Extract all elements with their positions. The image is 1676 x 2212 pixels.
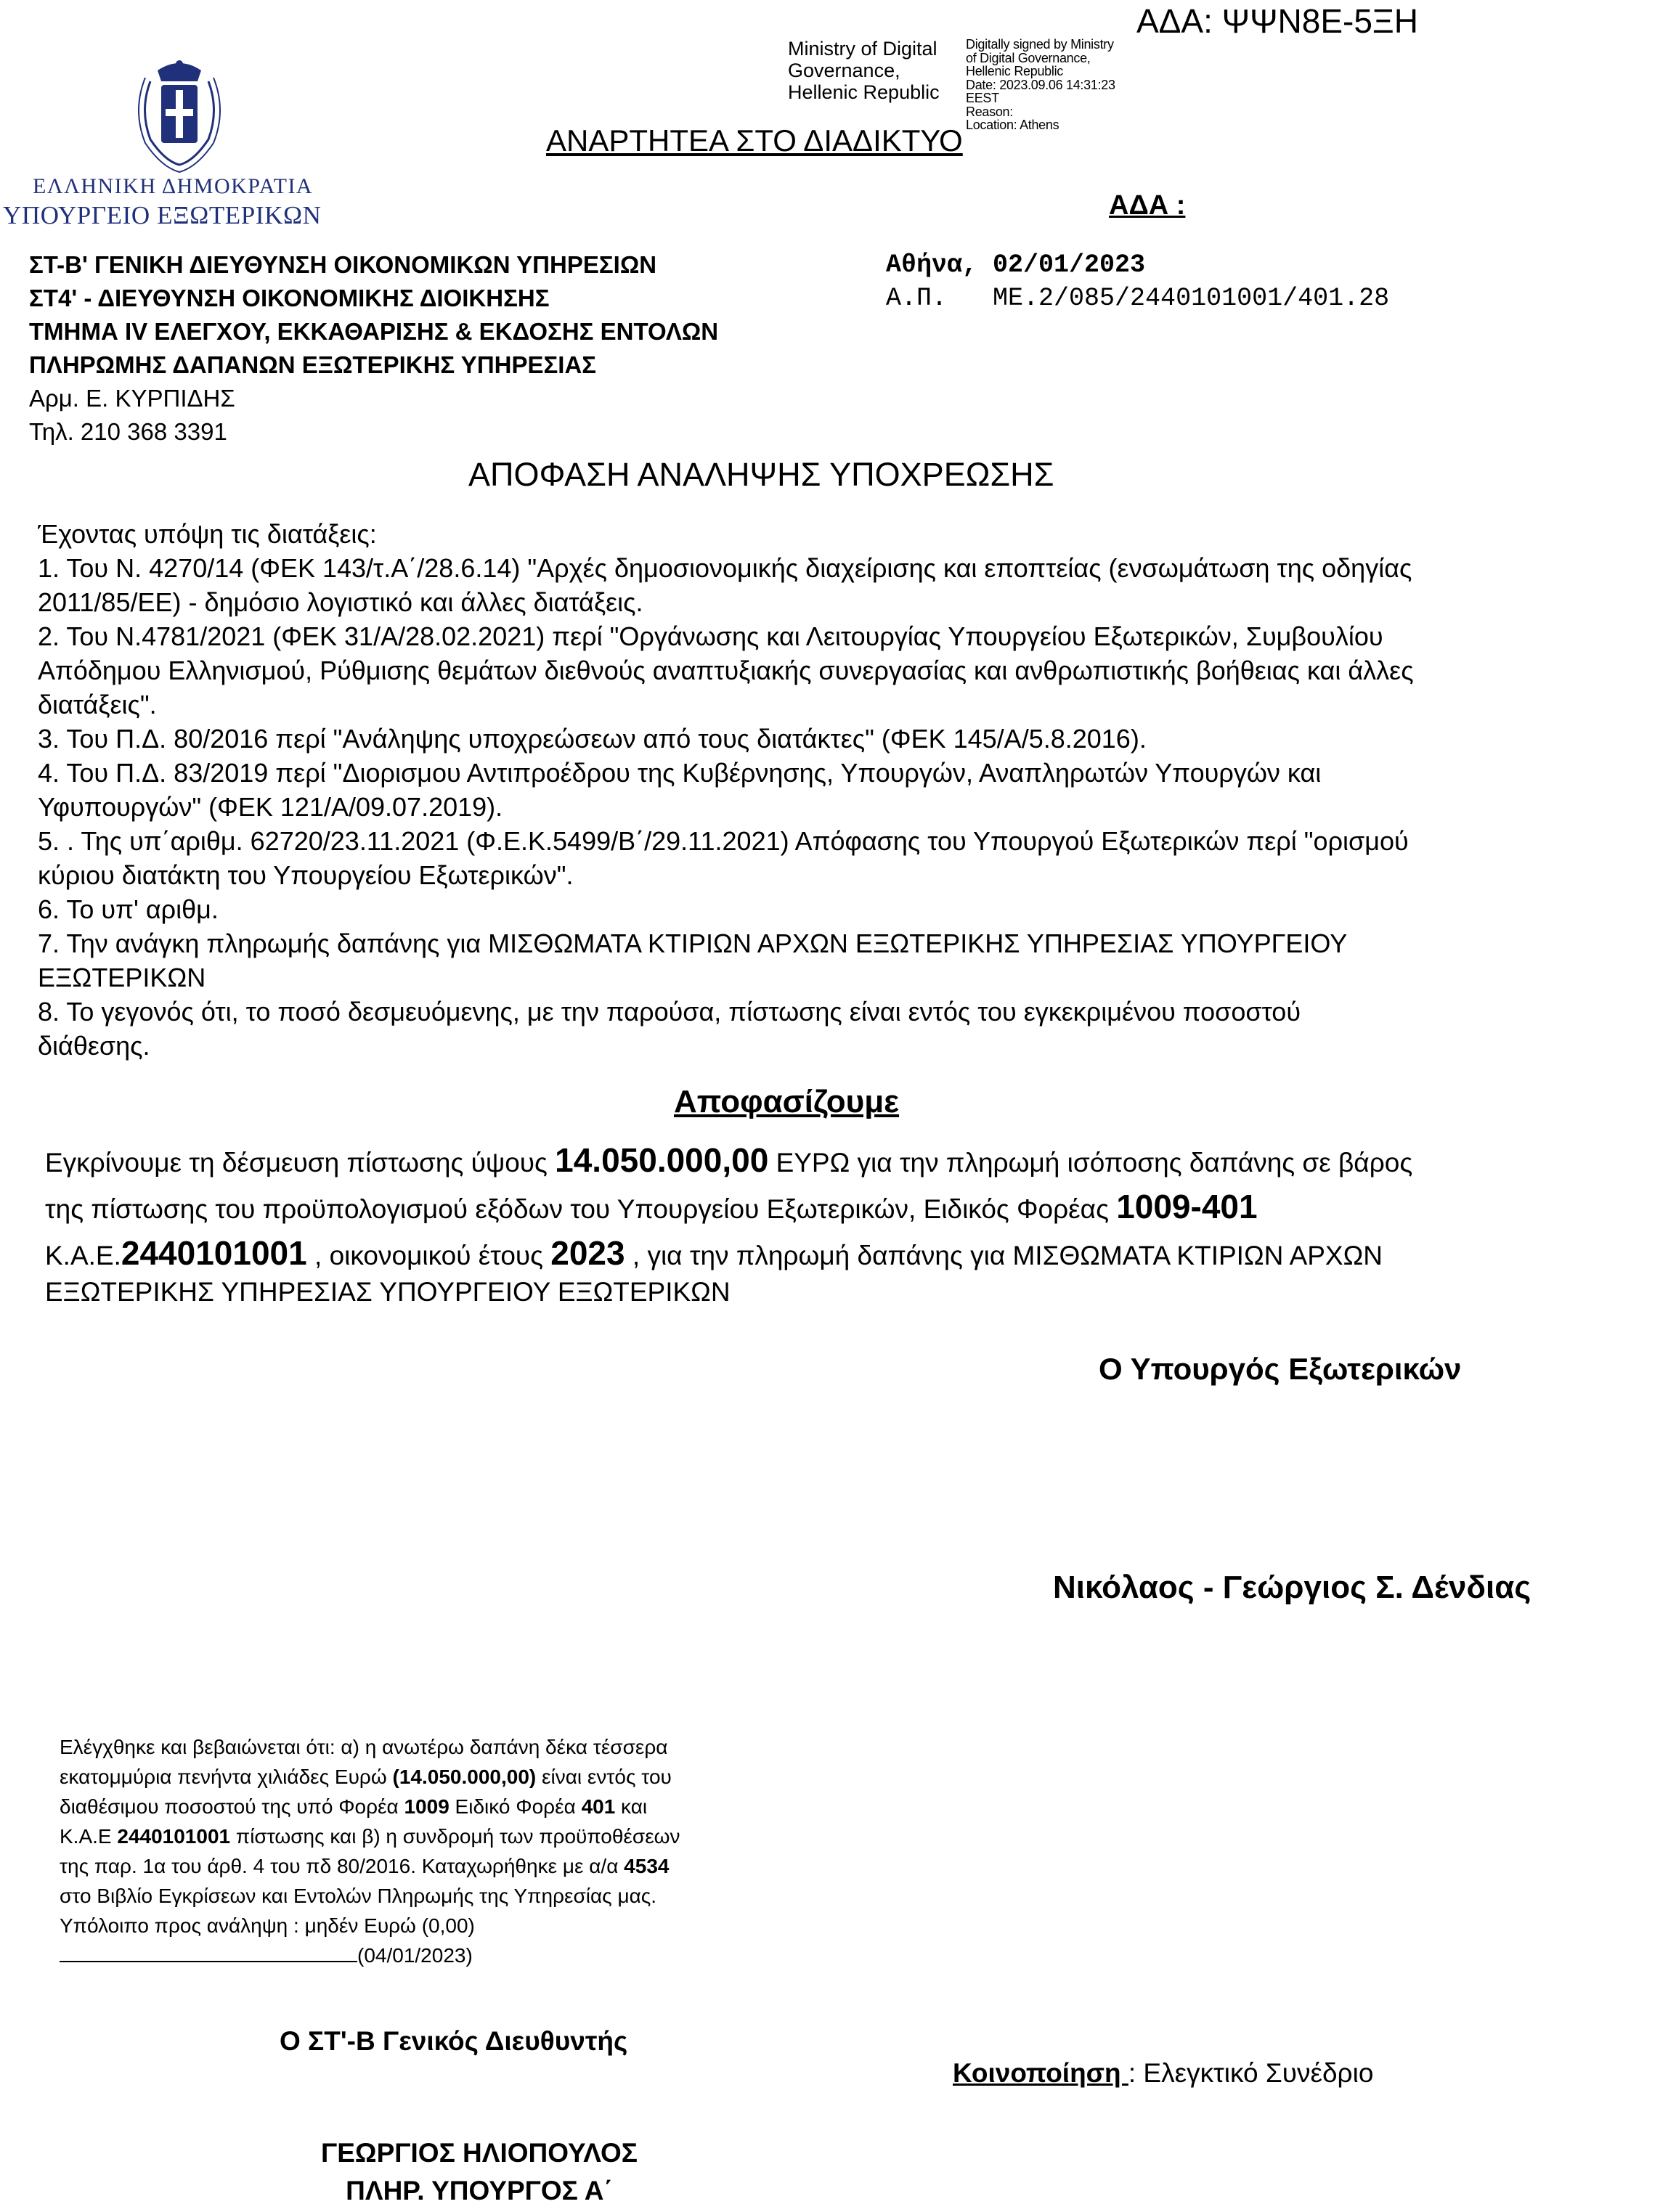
considering-line: διάθεσης.: [38, 1031, 150, 1061]
greek-coat-of-arms-icon: [125, 52, 234, 176]
department-line: ΣΤ4' - ΔΙΕΥΘΥΝΣΗ ΟΙΚΟΝΟΜΙΚΗΣ ΔΙΟΙΚΗΣΗΣ: [29, 285, 550, 311]
minister-name: Νικόλαος - Γεώργιος Σ. Δένδιας: [1053, 1570, 1531, 1605]
considering-line: 3. Του Π.Δ. 80/2016 περί "Ανάληψης υποχρεώσεων από τους διατάκτες" (ΦΕΚ 145/Α/5.8.2016).: [38, 724, 1147, 754]
verification-line: [60, 1940, 680, 1970]
approval-paragraph: [45, 1138, 1412, 1307]
approval-text: Εγκρίνουμε τη δέσμευση πίστωσης ύψους: [45, 1148, 556, 1178]
verification-text: και: [615, 1795, 648, 1818]
considering-line: 2011/85/ΕΕ) - δημόσιο λογιστικό και άλλες διατάξεις.: [38, 587, 643, 617]
signature-line: Reason:: [966, 104, 1013, 119]
verification-text: εκατομμύρια πενήντα χιλιάδες Ευρώ: [60, 1766, 393, 1788]
verification-line: [60, 1821, 680, 1851]
ministry-signature-line: Governance,: [788, 60, 900, 81]
verification-text: είναι εντός του: [536, 1766, 672, 1788]
considering-line: 6. Το υπ' αριθμ.: [38, 894, 219, 924]
department-block: [29, 248, 718, 449]
notification-value: : Ελεγκτικό Συνέδριο: [1128, 2058, 1374, 2088]
digital-signature-block: [966, 38, 1115, 132]
approval-text: Κ.Α.Ε.: [45, 1241, 121, 1270]
approval-line: [45, 1185, 1412, 1231]
considering-line: Υφυπουργών" (ΦΕΚ 121/Α/09.07.2019).: [38, 792, 503, 822]
post-online-heading: ΑΝΑΡΤΗΤΕΑ ΣΤΟ ΔΙΑΔΙΚΤΥΟ: [546, 123, 963, 158]
signature-line: of Digital Governance,: [966, 50, 1091, 65]
special-agency: 1009-401: [1116, 1188, 1258, 1225]
ministry-name: ΥΠΟΥΡΓΕΙΟ ΕΞΩΤΕΡΙΚΩΝ: [3, 201, 322, 229]
department-line: ΤΜΗΜΑ IV ΕΛΕΓΧΟΥ, ΕΚΚΑΘΑΡΙΣΗΣ & ΕΚΔΟΣΗΣ ΕΝΤΟΛΩΝ: [29, 318, 719, 345]
ministry-signature-label: [788, 38, 940, 103]
verification-text: πίστωσης και β) η συνδρομή των προϋποθέσεων: [230, 1825, 680, 1848]
signature-line: Hellenic Republic: [966, 64, 1063, 78]
signature-line: Location: Athens: [966, 118, 1059, 132]
protocol-number: Α.Π. ΜΕ.2/085/2440101001/401.28: [886, 284, 1390, 313]
verification-entry-number: 4534: [624, 1855, 670, 1877]
kae-code: 2440101001: [121, 1234, 307, 1272]
phone: Τηλ. 210 368 3391: [29, 418, 227, 445]
place-date-block: [886, 248, 1389, 315]
verification-amount: (14.050.000,00): [392, 1766, 537, 1788]
verification-block: [60, 1732, 680, 1970]
notification-label: Κοινοποίηση: [953, 2058, 1128, 2088]
place-date: Αθήνα, 02/01/2023: [886, 250, 1146, 279]
considering-line: 8. Το γεγονός ότι, το ποσό δεσμευόμενης, με την παρούσα, πίστωσης είναι εντός του εγκεκριμένου ποσοστού: [38, 997, 1301, 1027]
ministry-signature-line: Ministry of Digital: [788, 38, 937, 60]
officer: Αρμ. Ε. ΚΥΡΠΙΔΗΣ: [29, 385, 235, 412]
verification-text: της παρ. 1α του άρθ. 4 του πδ 80/2016. Καταχωρήθηκε με α/α: [60, 1855, 625, 1877]
approval-text: , οικονομικού έτους: [306, 1241, 551, 1270]
fiscal-year: 2023: [550, 1234, 625, 1272]
verification-line: Υπόλοιπο προς ανάληψη : μηδέν Ευρώ (0,00): [60, 1914, 475, 1937]
considering-list: [38, 517, 1639, 1063]
verification-date: (04/01/2023): [357, 1944, 473, 1967]
general-director-title: Ο ΣΤ'-Β Γενικός Διευθυντής: [280, 2026, 628, 2056]
ada-label: ΑΔΑ :: [1109, 190, 1186, 221]
ada-code-top: ΑΔΑ: ΨΨΝ8Ε-5ΞΗ: [1136, 2, 1419, 40]
department-line: ΣΤ-Β' ΓΕΝΙΚΗ ΔΙΕΥΘΥΝΣΗ ΟΙΚΟΝΟΜΙΚΩΝ ΥΠΗΡΕΣΙΩΝ: [29, 251, 657, 278]
verification-text: διαθέσιμου ποσοστού της υπό Φορέα: [60, 1795, 404, 1818]
verification-line: [60, 1851, 680, 1881]
signature-line: Digitally signed by Ministry: [966, 37, 1114, 52]
considering-line: 2. Του Ν.4781/2021 (ΦΕΚ 31/Α/28.02.2021) περί "Οργάνωσης και Λειτουργίας Υπουργείου Εξωτερικών, Συμβουλίου: [38, 621, 1383, 651]
verification-text: Ειδικό Φορέα: [449, 1795, 582, 1818]
approval-text: ΕΥΡΩ για την πληρωμή ισόποσης δαπάνης σε βάρος: [768, 1148, 1413, 1178]
verification-special-agency: 401: [581, 1795, 616, 1818]
signer-role: ΠΛΗΡ. ΥΠΟΥΡΓΟΣ Α΄: [346, 2176, 613, 2205]
approval-text: , για την πληρωμή δαπάνης για ΜΙΣΘΩΜΑΤΑ ΚΤΙΡΙΩΝ ΑΡΧΩΝ: [625, 1241, 1383, 1270]
decision-title: ΑΠΟΦΑΣΗ ΑΝΑΛΗΨΗΣ ΥΠΟΧΡΕΩΣΗΣ: [468, 456, 1054, 493]
notification: [953, 2058, 1373, 2089]
verification-agency: 1009: [404, 1795, 449, 1818]
department-line: ΠΛΗΡΩΜΗΣ ΔΑΠΑΝΩΝ ΕΞΩΤΕΡΙΚΗΣ ΥΠΗΡΕΣΙΑΣ: [29, 351, 597, 378]
considering-line: κύριου διατάκτη του Υπουργείου Εξωτερικών".: [38, 860, 574, 890]
considering-line: Έχοντας υπόψη τις διατάξεις:: [38, 519, 377, 549]
signer-name: ΓΕΩΡΓΙΟΣ ΗΛΙΟΠΟΥΛΟΣ: [321, 2138, 638, 2168]
verification-line: στο Βιβλίο Εγκρίσεων και Εντολών Πληρωμής της Υπηρεσίας μας.: [60, 1885, 657, 1907]
verification-line: [60, 1792, 680, 1821]
verification-line: Ελέγχθηκε και βεβαιώνεται ότι: α) η ανωτέρω δαπάνη δέκα τέσσερα: [60, 1736, 668, 1758]
minister-title: Ο Υπουργός Εξωτερικών: [1099, 1352, 1462, 1386]
considering-line: 5. . Της υπ΄αριθμ. 62720/23.11.2021 (Φ.Ε.Κ.5499/Β΄/29.11.2021) Απόφασης του Υπουργού Εξωτερικών περί "ορισμού: [38, 826, 1409, 856]
considering-line: ΕΞΩΤΕΡΙΚΩΝ: [38, 963, 206, 992]
republic-name: ΕΛΛΗΝΙΚΗ ΔΗΜΟΚΡΑΤΙΑ: [33, 174, 314, 198]
considering-line: Απόδημου Ελληνισμού, Ρύθμισης θεμάτων διεθνούς αναπτυξιακής συνεργασίας και ανθρωπιστικής βοήθειας και άλλες: [38, 656, 1414, 685]
considering-line: 7. Την ανάγκη πληρωμής δαπάνης για ΜΙΣΘΩΜΑΤΑ ΚΤΙΡΙΩΝ ΑΡΧΩΝ ΕΞΩΤΕΡΙΚΗΣ ΥΠΗΡΕΣΙΑΣ ΥΠΟΥΡΓΕΙΟΥ: [38, 929, 1348, 958]
approval-line: [45, 1138, 1412, 1185]
considering-line: 4. Του Π.Δ. 83/2019 περί "Διορισμου Αντιπροέδρου της Κυβέρνησης, Υπουργών, Αναπληρωτών Υπουργών και: [38, 758, 1322, 788]
signature-line: Date: 2023.09.06 14:31:23: [966, 77, 1115, 92]
considering-line: διατάξεις".: [38, 690, 157, 719]
approval-line: ΕΞΩΤΕΡΙΚΗΣ ΥΠΗΡΕΣΙΑΣ ΥΠΟΥΡΓΕΙΟΥ ΕΞΩΤΕΡΙΚΩΝ: [45, 1277, 731, 1307]
considering-line: 1. Του Ν. 4270/14 (ΦΕΚ 143/τ.Α΄/28.6.14) "Αρχές δημοσιονομικής διαχείρισης και εποπτείας (ενσωμάτωση της οδηγίας: [38, 553, 1412, 583]
ministry-signature-line: Hellenic Republic: [788, 81, 940, 103]
verification-line: [60, 1762, 680, 1792]
signer-block: [218, 2134, 741, 2210]
signature-line: EEST: [966, 91, 999, 105]
approval-text: της πίστωσης του προϋπολογισμού εξόδων του Υπουργείου Εξωτερικών, Ειδικός Φορέας: [45, 1194, 1117, 1224]
approval-line: [45, 1231, 1412, 1278]
verification-kae: 2440101001: [117, 1825, 231, 1848]
decide-heading: Αποφασίζουμε: [674, 1084, 900, 1119]
signature-underline: [60, 1940, 357, 1962]
approval-amount: 14.050.000,00: [555, 1141, 769, 1179]
verification-text: Κ.Α.Ε: [60, 1825, 118, 1848]
